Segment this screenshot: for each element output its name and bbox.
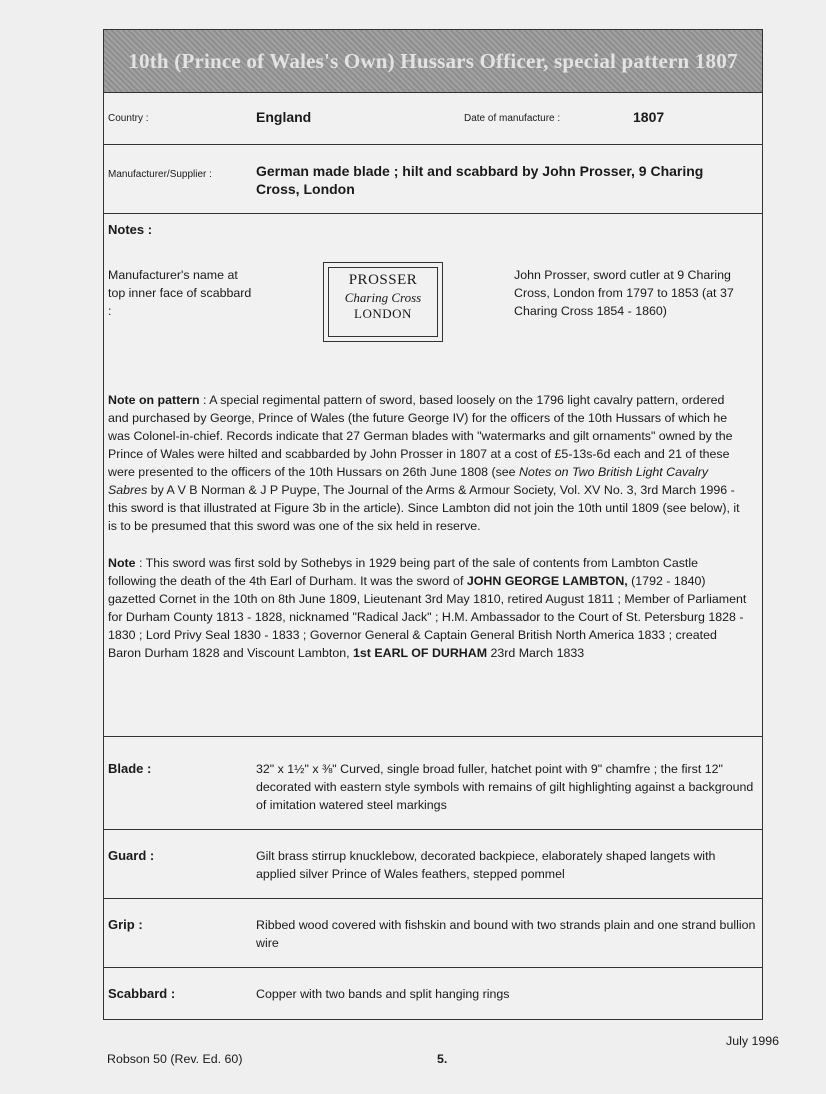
date-value: 1807 (633, 109, 665, 125)
manufacturer-value: German made blade ; hilt and scabbard by John Prosser, 9 Charing Cross, London (256, 163, 704, 197)
grip-label: Grip : (108, 917, 143, 932)
grip-text: Ribbed wood covered with fishskin and bound with two strands plain and one strand bullion wire (256, 918, 756, 950)
guard-text: Gilt brass stirrup knucklebow, decorated backpiece, elaborately shaped langets with applied silver Prince of Wales feathers, stepped pommel (256, 849, 716, 881)
footer-date: July 1996 (726, 1034, 780, 1048)
note-on-pattern (108, 391, 748, 535)
date-label: Date of manufacture : (464, 113, 561, 124)
record-sheet (103, 29, 763, 1020)
country-row (104, 92, 762, 145)
manufacturer-row (104, 145, 762, 214)
note-label: Note (108, 556, 136, 570)
blade-text: 32" x 1½" x ⅜" Curved, single broad fuller, hatchet point with 9" chamfre ; the first 12" decorated with eastern style symbols with remains of gilt highlighting against a background of imitation watered steel markings (256, 762, 754, 812)
mark-location: Manufacturer's name at top inner face of scabbard : (108, 268, 252, 318)
pattern-text-2: by A V B Norman & J P Puype, The Journal of the Arms & Armour Society, Vol. XV No. 3, 3rd March 1996 - this sword is that illustrated at Figure 3b in the article). Since Lambton did not join the 10th until 1809 (see below), it is to be presumed that this sword was one of the six held in reserve. (108, 483, 740, 533)
page-title: 10th (Prince of Wales's Own) Hussars Officer, special pattern 1807 (128, 48, 738, 73)
guard-label: Guard : (108, 848, 155, 863)
stamp-line-2: Charing Cross (344, 290, 422, 305)
scabbard-label: Scabbard : (108, 986, 176, 1001)
note-text-1: : This sword was first sold by Sothebys in 1929 being part of the sale of contents from Lambton Castle following the death of the 4th Earl of Durham. It was the sword of (108, 556, 699, 588)
prosser-info: John Prosser, sword cutler at 9 Charing Cross, London from 1797 to 1853 (at 37 Charing Cross 1854 - 1860) (514, 268, 734, 318)
notes-heading: Notes : (108, 222, 153, 237)
note-earl: 1st EARL OF DURHAM (353, 646, 488, 660)
scabbard-row (104, 968, 762, 1019)
blade-label: Blade : (108, 761, 152, 776)
manufacturer-label: Manufacturer/Supplier : (108, 169, 212, 180)
note-text-3: 23rd March 1833 (487, 646, 585, 660)
note-text-2: (1792 - 1840) gazetted Cornet in the 10th on 8th June 1809, Lieutenant 3rd May 1810, retired August 1811 ; Member of Parliament for Durham County 1813 - 1828, nicknamed "Radical Jack" ; H.M. Ambassador to the Court of St. Petersburg 1828 - 1830 ; Lord Privy Seal 1830 - 1833 ; Governor General & Captain General British North America 1833 ; created Baron Durham 1828 and Viscount Lambton, (108, 574, 747, 660)
note-name: JOHN GEORGE LAMBTON, (466, 574, 628, 588)
country-label: Country : (108, 113, 149, 124)
grip-row (104, 899, 762, 968)
pattern-label: Note on pattern (108, 393, 200, 407)
note-provenance (108, 554, 748, 662)
pattern-italic: Notes on Two British Light Cavalry Sabres (108, 465, 709, 497)
footer-page-number: 5. (437, 1052, 448, 1066)
scabbard-text: Copper with two bands and split hanging rings (256, 987, 510, 1001)
blade-row (104, 737, 762, 830)
stamp-line-1: PROSSER (348, 272, 418, 288)
title-bar (104, 30, 762, 93)
guard-row (104, 830, 762, 899)
pattern-text-1: : A special regimental pattern of sword, based loosely on the 1796 light cavalry pattern, ordered and purchased by George, Prince of Wales (the future George IV) for the officers of the 10th Hussars of which he was Colonel-in-chief. Records indicate that 27 German blades with "watermarks and gilt ornaments" owned by the Prince of Wales were hilted and scabbarded by John Prosser in 1807 at a cost of £5-13s-6d each and 21 of these were presented to the officers of the 10th Hussars on 26th June 1808 (see (108, 393, 733, 479)
stamp-line-3: LONDON (354, 306, 412, 321)
country-value: England (256, 109, 312, 125)
footer-reference: Robson 50 (Rev. Ed. 60) (107, 1052, 243, 1066)
notes-section (104, 214, 762, 737)
prosser-stamp (323, 262, 443, 342)
